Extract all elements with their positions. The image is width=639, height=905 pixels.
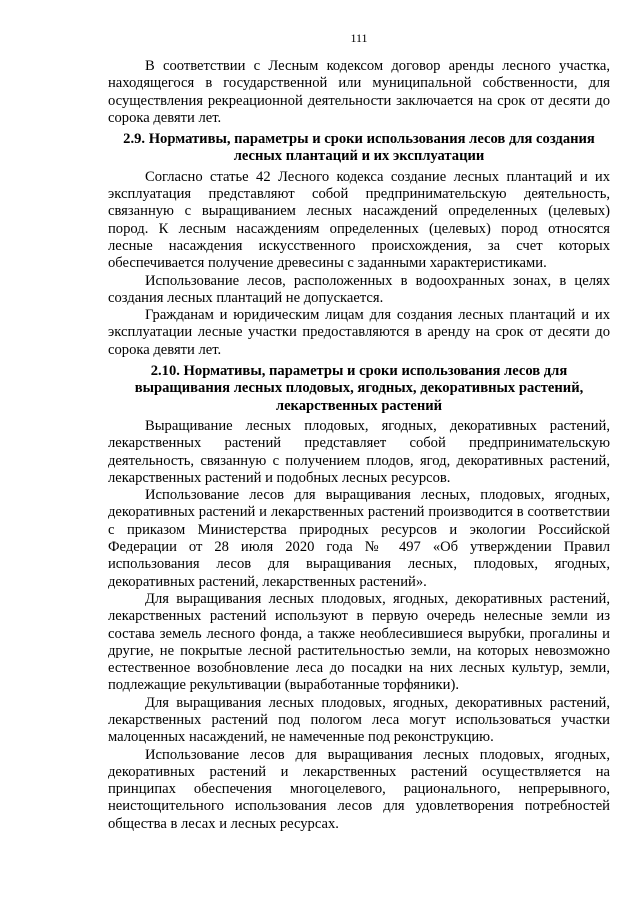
section-heading-2-9: 2.9. Нормативы, параметры и сроки использования лесов для создания лесных плантаций и их эксплуатации [123,131,595,165]
paragraph-plantations-article-42: Согласно статье 42 Лесного кодекса создание лесных плантаций и их эксплуатация представляют собой предпринимательскую деятельность, связанную с выращиванием лесных насаждений определенных (целевых) пород. К лесным насаждениям определенных (целевых) пород относятся лесные насаждения искусственного происхождения, за счет которых обеспечивается получение древесины с заданными характеристиками. [108,168,610,272]
paragraph-growing-definition: Выращивание лесных плодовых, ягодных, декоративных растений, лекарственных растений представляет собой предпринимательскую деятельность, связанную с получением плодов, ягод, декоративных растений, лекарственных растений и подобных лесных ресурсов. [108,417,610,486]
page-number: 111 [350,31,368,45]
paragraph-water-protection-zones: Использование лесов, расположенных в водоохранных зонах, в целях создания лесных плантаций не допускается. [108,272,610,306]
paragraph-land-priority: Для выращивания лесных плодовых, ягодных, декоративных растений, лекарственных растений используют в первую очередь нелесные земли из состава земель лесного фонда, а также необлесившиеся вырубки, прогалины и другие, не покрытые лесной растительностью земли, на которых невозможно естественное возобновление леса до посадки на них лесных культур, земли, подлежащие рекультивации (выработанные торфяники). [108,590,610,694]
section-heading-2-10: 2.10. Нормативы, параметры и сроки использования лесов для выращивания лесных плодовых, ягодных, декоративных растений, лекарственных растений [134,363,584,414]
paragraph-principles: Использование лесов для выращивания лесных плодовых, ягодных, декоративных растений и лекарственных растений осуществляется на принципах обеспечения многоцелевого, рационального, непрерывного, неистощительного использования лесов для удовлетворения потребностей общества в лесах и лесных ресурсах. [108,746,610,832]
paragraph-plantation-lease-term: Гражданам и юридическим лицам для создания лесных плантаций и их эксплуатации лесные участки предоставляются в аренду на срок от десяти до сорока девяти лет. [108,307,610,358]
document-page [108,30,610,833]
paragraph-under-canopy: Для выращивания лесных плодовых, ягодных, декоративных растений, лекарственных растений под пологом леса могут использоваться участки малоценных насаждений, не намеченные под реконструкцию. [108,694,610,746]
paragraph-lease-recreation: В соответствии с Лесным кодексом договор аренды лесного участка, находящегося в государственной или муниципальной собственности, для осуществления рекреационной деятельности заключается на срок от десяти до сорока девяти лет. [108,58,610,126]
paragraph-ministry-order: Использование лесов для выращивания лесных, плодовых, ягодных, декоративных растений и лекарственных растений производится в соответствии с приказом Министерства природных ресурсов и экологии Российской Федерации от 28 июля 2020 года № 497 «Об утверждении Правил использования лесов для выращивания лесных, плодовых, ягодных, декоративных растений, лекарственных растений». [108,487,610,590]
